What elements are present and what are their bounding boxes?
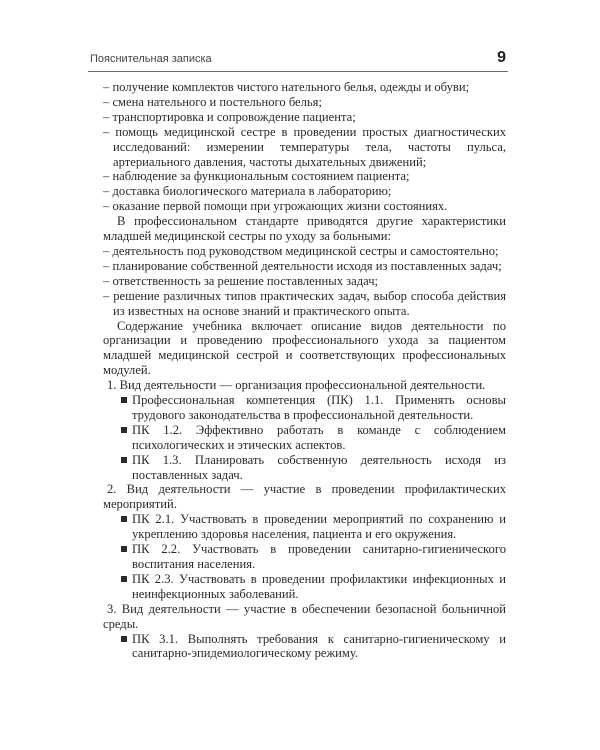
list-item: – наблюдение за функциональным состоянием пациента; [103,169,410,184]
list-item: – оказание первой помощи при угрожающих жизни состояниях. [103,199,448,214]
competence-item: ПК 2.3. Участвовать в проведении профилактики инфекционных и неинфекционных заболеваний. [103,572,506,602]
list-item: – смена нательного и постельного белья; [103,94,322,109]
list-item: – ответственность за решение поставленных задач; [103,273,379,288]
competence-item: Профессиональная компетенция (ПК) 1.1. Применять основы трудового законодательства в профессиональной деятельности. [103,393,506,423]
list-item: – доставка биологического материала в лабораторию; [103,184,392,199]
competence-item: ПК 2.2. Участвовать в проведении санитарно-гигиенического воспитания населения. [103,542,506,572]
competence-item: ПК 3.1. Выполнять требования к санитарно-гигиеническому и санитарно-эпидемиологическому режиму. [103,632,506,662]
activity-title: 2. Вид деятельности — участие в проведении профилактических мероприятий. [103,482,506,512]
page-body [103,80,506,661]
page-number: 9 [497,49,506,66]
list-item: – планирование собственной деятельности исходя из поставленных задач; [103,258,502,273]
activity-title: 3. Вид деятельности — участие в обеспечении безопасной больничной среды. [103,601,506,631]
running-title: Пояснительная записка [90,53,212,65]
competence-item: ПК 2.1. Участвовать в проведении мероприятий по сохранению и укреплению здоровья населения, пациента и его окружения. [103,512,506,542]
competence-item: ПК 1.3. Планировать собственную деятельность исходя из поставленных задач. [103,453,506,483]
list-item: – деятельность под руководством медицинской сестры и самостоятельно; [103,243,499,258]
activity-title: 1. Вид деятельности — организация профессиональной деятельности. [107,378,486,393]
list-item: – транспортировка и сопровождение пациента; [103,109,356,124]
list-item: – решение различных типов практических задач, выбор способа действия из известных на основе знаний и практического опыта. [103,288,506,318]
list-item: – получение комплектов чистого нательного белья, одежды и обуви; [103,80,470,94]
paragraph: В профессиональном стандарте приводятся другие характеристики младшей медицинской сестры по уходу за больными: [103,214,506,244]
competence-item: ПК 1.2. Эффективно работать в команде с соблюдением психологических и этических аспектов. [103,423,506,453]
paragraph: Содержание учебника включает описание видов деятельности по организации и проведению профессионального ухода за пациентом младшей медицинской сестрой и соответствующих профессиональных модулей. [103,318,506,378]
list-item: – помощь медицинской сестре в проведении простых диагностических исследований: измерении температуры тела, частоты пульса, артериального давления, частоты дыхательных движений; [103,124,506,169]
page-header [88,49,508,72]
